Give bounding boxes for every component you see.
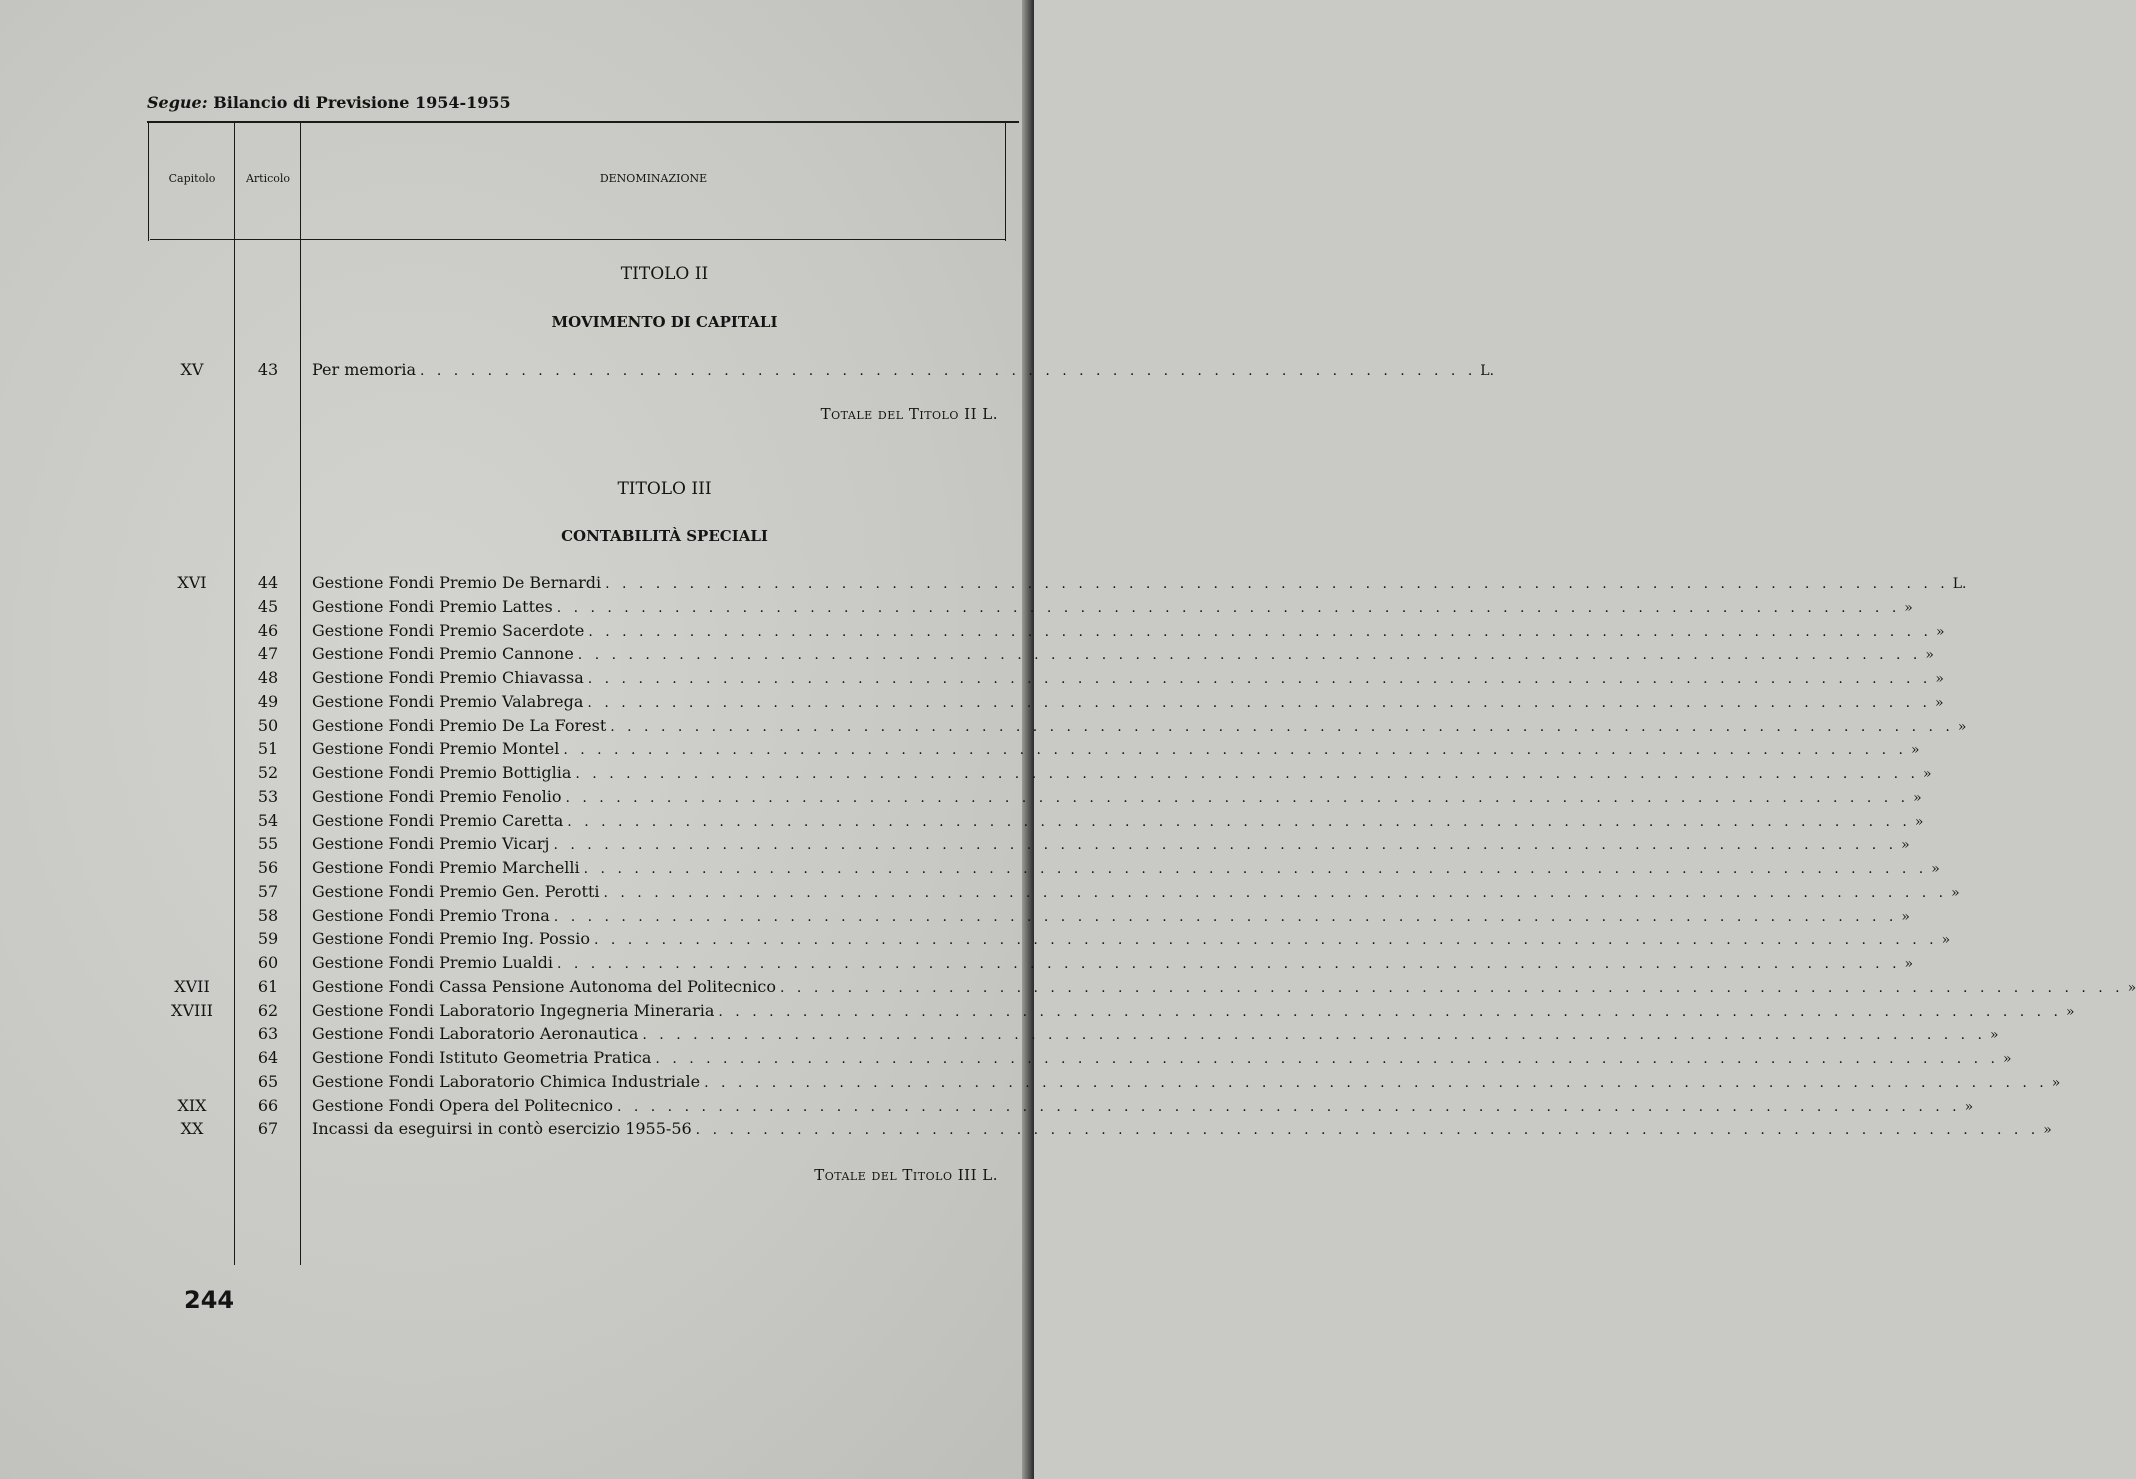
articolo-cell: 49: [257, 692, 279, 711]
entry-mark: L.: [1952, 576, 1967, 592]
leader-dots: . . . . . . . . . . . . . . . . . . . . . . . . . . . . . . . . . . . . . . . . . . . . . . . . . . . . . . . . . . . . . . . . . . . . . . . . . . . . . . . .: [605, 576, 1949, 592]
articolo-cell: 54: [257, 811, 279, 830]
entry-row: [312, 953, 1914, 972]
entry-mark: »: [1922, 766, 1932, 782]
entry-mark: »: [1904, 956, 1914, 972]
entry-mark: »: [1901, 837, 1910, 853]
articolo-cell: 58: [257, 906, 279, 925]
leader-dots: . . . . . . . . . . . . . . . . . . . . . . . . . . . . . . . . . . . . . . . . . . . . . . . . . . . . . . . . . . . . . . . . . . . . . . . . . . . . . . . .: [587, 695, 1932, 711]
entry-row: [312, 1072, 2061, 1091]
entry-text: Gestione Fondi Premio Cannone: [312, 644, 574, 663]
entry-text: Gestione Fondi Premio Vicarj: [312, 834, 550, 853]
entry-mark: »: [1910, 742, 1920, 758]
leader-dots: . . . . . . . . . . . . . . . . . . . . . . . . . . . . . . . . . . . . . . . . . . . . . . . . . . . . . . . . . . . . . . . . . . . . . . . . . . . . . . . .: [563, 742, 1907, 758]
articolo-cell: 61: [257, 977, 279, 996]
entry-mark: »: [1904, 600, 1913, 616]
entry-row: [312, 739, 1920, 758]
entry-row: [312, 360, 1495, 379]
entry-row: [312, 573, 1967, 592]
titolo-2-total: Totale del Titolo II L.: [820, 405, 998, 423]
titolo-2-subheading: MOVIMENTO DI CAPITALI: [551, 313, 778, 331]
articolo-cell: 57: [257, 882, 279, 901]
entry-row: [312, 834, 1910, 853]
entry-row: [312, 1048, 2012, 1067]
articolo-cell: 67: [257, 1119, 279, 1138]
leader-dots: . . . . . . . . . . . . . . . . . . . . . . . . . . . . . . . . . . . . . . . . . . . . . . . . . . . . . . . . . . . . . . . . . . . . . . . . . . . . . . . .: [556, 956, 1901, 972]
entry-text: Incassi da eseguirsi in contò esercizio 1955-56: [312, 1119, 692, 1138]
articolo-cell: 64: [257, 1048, 279, 1067]
entry-row: [312, 1024, 1999, 1043]
articolo-cell: 52: [257, 763, 279, 782]
entry-row: [312, 716, 1967, 735]
entry-mark: »: [1935, 695, 1944, 711]
page-number: 244: [184, 1286, 235, 1314]
leader-dots: . . . . . . . . . . . . . . . . . . . . . . . . . . . . . . . . . . . . . . . . . . . . . . . . . . . . . . . . . . . . . . .: [420, 363, 1477, 379]
entry-row: [312, 787, 1922, 806]
entry-text: Gestione Fondi Laboratorio Chimica Industriale: [312, 1072, 701, 1091]
entry-row: [312, 621, 1945, 640]
entry-mark: »: [1901, 909, 1910, 925]
entry-text: Per memoria: [312, 360, 416, 379]
entry-text: Gestione Fondi Premio Valabrega: [312, 692, 584, 711]
entry-mark: »: [1913, 790, 1922, 806]
entry-text: Gestione Fondi Opera del Politecnico: [312, 1096, 613, 1115]
entry-text: Gestione Fondi Istituto Geometria Pratica: [312, 1048, 652, 1067]
articolo-cell: 53: [257, 787, 279, 806]
entry-mark: L.: [1480, 363, 1495, 379]
leader-dots: . . . . . . . . . . . . . . . . . . . . . . . . . . . . . . . . . . . . . . . . . . . . . . . . . . . . . . . . . . . . . . . . . . . . . . . . . . . . . . . .: [695, 1122, 2040, 1138]
entry-row: [312, 906, 1910, 925]
articolo-cell: 62: [257, 1001, 279, 1020]
entry-mark: »: [1989, 1027, 1999, 1043]
column-header-denominazione: DENOMINAZIONE: [599, 172, 708, 185]
capitolo-cell: XVI: [177, 573, 207, 592]
entry-row: [312, 811, 1924, 830]
header-segue: Segue:: [147, 93, 208, 112]
articolo-cell: 65: [257, 1072, 279, 1091]
articolo-cell: 60: [257, 953, 279, 972]
col-divider-2: [300, 123, 301, 1265]
entry-text: Gestione Fondi Laboratorio Aeronautica: [312, 1024, 639, 1043]
column-header-articolo: Articolo: [245, 172, 291, 185]
leader-dots: . . . . . . . . . . . . . . . . . . . . . . . . . . . . . . . . . . . . . . . . . . . . . . . . . . . . . . . . . . . . . . . . . . . . . . . . . . . . . . . .: [575, 766, 1919, 782]
entry-row: [312, 977, 2136, 996]
articolo-cell: 66: [257, 1096, 279, 1115]
entry-mark: »: [1957, 719, 1967, 735]
entry-row: [312, 858, 1940, 877]
entry-row: [312, 1096, 1974, 1115]
entry-mark: »: [2043, 1122, 2052, 1138]
entry-text: Gestione Fondi Premio Sacerdote: [312, 621, 585, 640]
leader-dots: . . . . . . . . . . . . . . . . . . . . . . . . . . . . . . . . . . . . . . . . . . . . . . . . . . . . . . . . . . . . . . . . . . . . . . . . . . . . . . . .: [610, 719, 1954, 735]
capitolo-cell: XIX: [177, 1096, 207, 1115]
entry-text: Gestione Fondi Premio Fenolio: [312, 787, 562, 806]
leader-dots: . . . . . . . . . . . . . . . . . . . . . . . . . . . . . . . . . . . . . . . . . . . . . . . . . . . . . . . . . . . . . . . . . . . . . . . . . . . . . . . .: [556, 600, 1901, 616]
entry-text: Gestione Fondi Premio Chiavassa: [312, 668, 584, 687]
leader-dots: . . . . . . . . . . . . . . . . . . . . . . . . . . . . . . . . . . . . . . . . . . . . . . . . . . . . . . . . . . . . . . . . . . . . . . . . . . . . . . . .: [553, 837, 1898, 853]
entry-row: [312, 597, 1913, 616]
col-divider-1: [234, 123, 235, 1265]
entry-mark: »: [2003, 1051, 2012, 1067]
entry-text: Gestione Fondi Premio Montel: [312, 739, 560, 758]
entry-mark: »: [2065, 1004, 2075, 1020]
titolo-3-total: Totale del Titolo III L.: [814, 1166, 998, 1184]
entry-row: [312, 1119, 2052, 1138]
entry-mark: »: [1914, 814, 1924, 830]
leader-dots: . . . . . . . . . . . . . . . . . . . . . . . . . . . . . . . . . . . . . . . . . . . . . . . . . . . . . . . . . . . . . . . . . . . . . . . . . . . . . . . .: [593, 932, 1938, 948]
titolo-3-heading: TITOLO III: [617, 479, 712, 499]
entry-text: Gestione Fondi Premio De Bernardi: [312, 573, 602, 592]
entry-text: Gestione Fondi Laboratorio Ingegneria Mineraria: [312, 1001, 715, 1020]
entry-row: [312, 763, 1932, 782]
leader-dots: . . . . . . . . . . . . . . . . . . . . . . . . . . . . . . . . . . . . . . . . . . . . . . . . . . . . . . . . . . . . . . . . . . . . . . . . . . . . . . . .: [718, 1004, 2062, 1020]
entry-mark: »: [2051, 1075, 2061, 1091]
articolo-cell: 44: [257, 573, 279, 592]
column-header-capitolo: Capitolo: [168, 172, 216, 185]
leader-dots: . . . . . . . . . . . . . . . . . . . . . . . . . . . . . . . . . . . . . . . . . . . . . . . . . . . . . . . . . . . . . . . . . . . . . . . . . . . . . . . .: [553, 909, 1898, 925]
col-divider-right: [1005, 123, 1006, 241]
entry-text: Gestione Fondi Premio Gen. Perotti: [312, 882, 600, 901]
leader-dots: . . . . . . . . . . . . . . . . . . . . . . . . . . . . . . . . . . . . . . . . . . . . . . . . . . . . . . . . . . . . . . . . . . . . . . . . . . . . . . . .: [565, 790, 1910, 806]
table-top-rule: [147, 121, 1019, 123]
entry-row: [312, 882, 1960, 901]
leader-dots: . . . . . . . . . . . . . . . . . . . . . . . . . . . . . . . . . . . . . . . . . . . . . . . . . . . . . . . . . . . . . . . . . . . . . . . . . . . . . . . .: [588, 624, 1932, 640]
articolo-cell: 51: [257, 739, 279, 758]
leader-dots: . . . . . . . . . . . . . . . . . . . . . . . . . . . . . . . . . . . . . . . . . . . . . . . . . . . . . . . . . . . . . . . . . . . . . . . . . . . . . . . .: [567, 814, 1911, 830]
articolo-cell: 48: [257, 668, 279, 687]
entry-text: Gestione Fondi Premio De La Forest: [312, 716, 607, 735]
titolo-3-subheading: CONTABILITÀ SPECIALI: [561, 527, 768, 545]
page-edge-shadow: [1022, 0, 1034, 1479]
articolo-cell: 56: [257, 858, 279, 877]
entry-row: [312, 929, 1951, 948]
capitolo-cell: XV: [180, 360, 204, 379]
articolo-cell: 59: [257, 929, 279, 948]
entry-mark: »: [1951, 885, 1960, 901]
capitolo-cell: XVII: [174, 977, 210, 996]
entry-row: [312, 1001, 2075, 1020]
entry-mark: »: [1941, 932, 1951, 948]
entry-text: Gestione Fondi Premio Trona: [312, 906, 550, 925]
capitolo-cell: XX: [180, 1119, 204, 1138]
entry-row: [312, 692, 1944, 711]
leader-dots: . . . . . . . . . . . . . . . . . . . . . . . . . . . . . . . . . . . . . . . . . . . . . . . . . . . . . . . . . . . . . . . . . . . . . . . . . . . . . . . .: [583, 861, 1928, 877]
articolo-cell: 50: [257, 716, 279, 735]
entry-text: Gestione Fondi Premio Lattes: [312, 597, 553, 616]
articolo-cell: 45: [257, 597, 279, 616]
header-title: Bilancio di Previsione 1954-1955: [213, 93, 511, 112]
entry-text: Gestione Fondi Premio Caretta: [312, 811, 564, 830]
entry-row: [312, 668, 1944, 687]
leader-dots: . . . . . . . . . . . . . . . . . . . . . . . . . . . . . . . . . . . . . . . . . . . . . . . . . . . . . . . . . . . . . . . . . . . . . . . . . . . . . . . .: [616, 1099, 1961, 1115]
header-bottom-rule: [150, 239, 1005, 240]
running-header: [147, 93, 511, 112]
entry-text: Gestione Fondi Premio Ing. Possio: [312, 929, 590, 948]
capitolo-cell: XVIII: [171, 1001, 213, 1020]
entry-mark: »: [1935, 624, 1945, 640]
leader-dots: . . . . . . . . . . . . . . . . . . . . . . . . . . . . . . . . . . . . . . . . . . . . . . . . . . . . . . . . . . . . . . . . . . . . . . . . . . . . . . . .: [603, 885, 1948, 901]
titolo-2-heading: TITOLO II: [620, 264, 709, 284]
articolo-cell: 47: [257, 644, 279, 663]
entry-mark: »: [2127, 980, 2136, 996]
entry-text: Gestione Fondi Premio Lualdi: [312, 953, 553, 972]
entry-mark: »: [1931, 861, 1940, 877]
leader-dots: . . . . . . . . . . . . . . . . . . . . . . . . . . . . . . . . . . . . . . . . . . . . . . . . . . . . . . . . . . . . . . . . . . . . . . . . . . . . . . . .: [577, 647, 1922, 663]
articolo-cell: 63: [257, 1024, 279, 1043]
leader-dots: . . . . . . . . . . . . . . . . . . . . . . . . . . . . . . . . . . . . . . . . . . . . . . . . . . . . . . . . . . . . . . . . . . . . . . . . . . . . . . . .: [704, 1075, 2048, 1091]
entry-row: [312, 644, 1934, 663]
entry-text: Gestione Fondi Cassa Pensione Autonoma del Politecnico: [312, 977, 777, 996]
entry-text: Gestione Fondi Premio Marchelli: [312, 858, 580, 877]
entry-mark: »: [1964, 1099, 1974, 1115]
entry-text: Gestione Fondi Premio Bottiglia: [312, 763, 572, 782]
leader-dots: . . . . . . . . . . . . . . . . . . . . . . . . . . . . . . . . . . . . . . . . . . . . . . . . . . . . . . . . . . . . . . . . . . . . . . . . . . . . . . . .: [642, 1027, 1986, 1043]
leader-dots: . . . . . . . . . . . . . . . . . . . . . . . . . . . . . . . . . . . . . . . . . . . . . . . . . . . . . . . . . . . . . . . . . . . . . . . . . . . . . . . .: [587, 671, 1932, 687]
leader-dots: . . . . . . . . . . . . . . . . . . . . . . . . . . . . . . . . . . . . . . . . . . . . . . . . . . . . . . . . . . . . . . . . . . . . . . . . . . . . . . . .: [655, 1051, 2000, 1067]
entry-mark: »: [1925, 647, 1934, 663]
articolo-cell: 43: [257, 360, 279, 379]
leader-dots: . . . . . . . . . . . . . . . . . . . . . . . . . . . . . . . . . . . . . . . . . . . . . . . . . . . . . . . . . . . . . . . . . . . . . . . . . . . . . . . .: [780, 980, 2124, 996]
articolo-cell: 46: [257, 621, 279, 640]
articolo-cell: 55: [257, 834, 279, 853]
table-left-rule: [148, 121, 149, 241]
entry-mark: »: [1935, 671, 1944, 687]
